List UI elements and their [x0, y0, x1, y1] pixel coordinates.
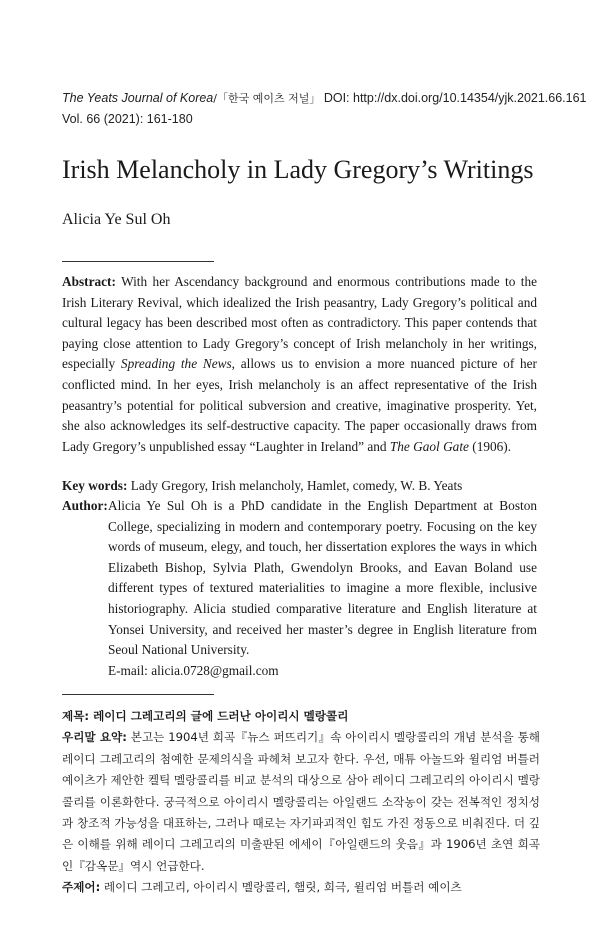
author-info-text: Alicia Ye Sul Oh is a PhD candidate in the English Department at Boston College, specializing in modern and contemporary poetry. Focusing on the key words of museum, elegy, and touch, her dissertation explores the ways in which Elizabeth Bishop, Sylvia Plath, Gwendolyn Brooks, and Eavan Boland use different types of textured materialities to imagine a more flexible, inclusive historiography. Alicia studied comparative literature and English literature at Yonsei University, and received her master’s degree in English literature from Seoul National University.	[108, 498, 537, 658]
korean-keywords-label: 주제어:	[62, 880, 101, 895]
korean-title	[62, 706, 540, 727]
korean-summary	[62, 706, 540, 899]
journal-name: The Yeats Journal of Korea	[62, 91, 214, 105]
author-name: Alicia Ye Sul Oh	[62, 211, 171, 228]
journal-header	[62, 88, 587, 129]
abstract-text-3: (1906).	[468, 438, 512, 454]
abstract	[62, 272, 537, 457]
journal-citation-line	[62, 88, 587, 109]
abstract-work-2: The Gaol Gate	[389, 438, 469, 454]
abstract-work-1: Spreading the News	[120, 356, 232, 372]
volume-info: Vol. 66 (2021): 161-180	[62, 112, 193, 126]
keywords	[62, 476, 537, 497]
keywords-label: Key words:	[62, 478, 128, 493]
korean-keywords	[62, 877, 540, 898]
abstract-paragraph	[62, 272, 537, 457]
paper-title: Irish Melancholy in Lady Gregory’s Writings	[62, 155, 534, 184]
author-info	[62, 496, 537, 681]
korean-summary-label: 우리말 요약:	[62, 730, 127, 745]
author-email[interactable]: E-mail: alicia.0728@gmail.com	[108, 662, 279, 678]
abstract-text-2: , allows us to envision a more nuanced picture of her conflicted mind. In her eyes, Irish melancholy is an affect representative of the Irish peasantry’s potential for political subversion and creative, imaginative prosperity. Yet, she also acknowledges its self-destructive capacity. The paper occasionally draws from Lady Gregory’s unpublished essay “Laughter in Ireland” and	[62, 356, 537, 454]
doi-link[interactable]: DOI: http://dx.doi.org/10.14354/yjk.2021.66.161	[320, 91, 587, 105]
abstract-label: Abstract:	[62, 274, 116, 289]
divider-bottom	[62, 694, 214, 695]
divider-top	[62, 261, 214, 262]
korean-summary-text: 본고는 1904년 희곡『뉴스 퍼뜨리기』속 아이리시 멜랑콜리의 개념 분석을 통해 레이디 그레고리의 첨예한 문제의식을 파헤쳐 보고자 한다. 우선, 매튜 아놀드와 윌리엄 버틀러 예이츠가 제안한 켈틱 멜랑콜리를 비교 분석의 대상으로 삼아 레이디 그레고리의 아이리시 멜랑콜리를 이론화한다. 궁극적으로 아이리시 멜랑콜리는 아일랜드 소작농이 갖는 전복적인 정치성과 창조적 가능성을 대표하는, 그러나 때로는 자기파괴적인 힘도 가진 정동으로 비춰진다. 더 깊은 이해를 위해 레이디 그레고리의 미출판된 에세이『아일랜드의 웃음』과 1906년 초연 희곡인『감옥문』역시 언급한다.	[62, 730, 541, 873]
keywords-text: Lady Gregory, Irish melancholy, Hamlet, comedy, W. B. Yeats	[127, 478, 463, 493]
author-info-label: Author:	[62, 498, 108, 513]
abstract-text-1: With her Ascendancy background and enormous contributions made to the Irish Literary Revival, which idealized the Irish peasantry, Lady Gregory’s political and cultural legacy has been described most often as contradictory. This paper contends that paying close attention to Lady Gregory’s concept of Irish melancholy in her writings, especially	[62, 274, 537, 372]
korean-title-text: 레이디 그레고리의 글에 드러난 아이리시 멜랑콜리	[89, 709, 349, 723]
author-info-text-wrap	[108, 496, 537, 681]
korean-abstract	[62, 727, 540, 877]
korean-title-label: 제목:	[62, 709, 90, 723]
korean-keywords-text: 레이디 그레고리, 아이리시 멜랑콜리, 햄릿, 희극, 윌리엄 버틀러 예이츠	[100, 880, 462, 895]
journal-korean-name: /「한국 예이츠 저널」	[213, 92, 321, 105]
